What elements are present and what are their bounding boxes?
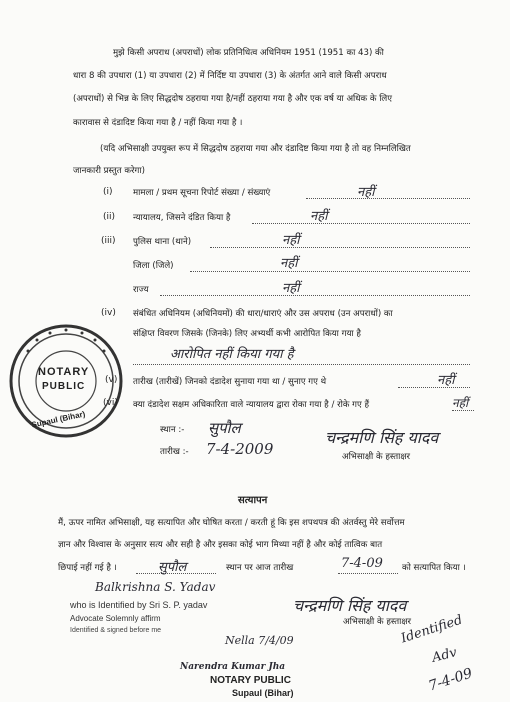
- seal-notary-word: NOTARY: [38, 366, 90, 378]
- answer-line: [160, 295, 470, 296]
- para1-line1: मुझे किसी अपराध (अपराधों) लोक प्रतिनिधित्व अधिनियम 1951 (1951 का 43) की: [113, 48, 384, 58]
- verification-signature: चन्द्रमणि सिंह यादव: [293, 596, 407, 615]
- para1-line2: धारा 8 की उपधारा (1) या उपधारा (2) में निर्दिष्ट या उपधारा (3) के अंतर्गत आने वाले किसी अपराध: [73, 71, 387, 81]
- item5-label: तारीख (तारीखें) जिनको दंडादेश सुनाया गया था / सुनाए गए थे: [133, 377, 327, 387]
- verification-deponent-label: अभिसाक्षी के हस्ताक्षर: [343, 617, 412, 627]
- notary-id-line2: who is Identified by Sri S. P. yadav: [70, 600, 208, 610]
- place-label: स्थान :-: [160, 425, 185, 435]
- handwritten-place: सुपौल: [158, 560, 187, 575]
- item-number: (vi): [103, 398, 118, 408]
- para2-line1: (यदि अभिसाक्षी उपयुक्त रूप में सिद्धदोष ठहराया गया और दंडादिष्ट किया गया है तो वह निम्नलिखित: [100, 144, 411, 154]
- verification-heading: सत्यापन: [238, 495, 268, 506]
- handwritten-answer: नहीं: [452, 396, 469, 410]
- identified-note: Identified: [399, 612, 465, 647]
- verification-line1: मैं, ऊपर नामित अभिसाक्षी, यह सत्यापित और घोषित करता / करती हूं कि इस शपथपत्र की अंतर्वस्तु मेरे सर्वोत्तम: [58, 518, 405, 528]
- deponent-signature: चन्द्रमणि सिंह यादव: [325, 428, 439, 447]
- handwritten-answer: आरोपित नहीं किया गया है: [170, 347, 294, 362]
- answer-line: [252, 223, 470, 224]
- handwritten-answer: नहीं: [282, 281, 300, 296]
- margin-date: 7-4-09: [426, 665, 475, 695]
- answer-line: [306, 198, 470, 199]
- answer-line: [210, 247, 470, 248]
- verification-line3-start: छिपाई नहीं गई है ।: [58, 563, 117, 573]
- handwritten-answer: नहीं: [310, 209, 328, 224]
- verification-line3-end: को सत्यापित किया ।: [402, 563, 466, 573]
- deponent-label: अभिसाक्षी के हस्ताक्षर: [342, 452, 411, 462]
- item4-line1: संबंधित अधिनियम (अधिनियमों) की धारा/धाराएं और उस अपराध (उन अपराधों) का: [133, 309, 393, 319]
- notary-name: Narendra Kumar Jha: [180, 662, 286, 672]
- item-label: जिला (जिले): [133, 261, 174, 271]
- verification-line3-middle: स्थान पर आज तारीख: [226, 563, 294, 573]
- item4-line2: संक्षिप्त विवरण जिसके (जिनके) लिए अभ्यर्थी कभी आरोपित किया गया है: [133, 329, 361, 339]
- seal-public-word: PUBLIC: [42, 381, 86, 392]
- notary-initials: Nella 7/4/09: [225, 634, 294, 647]
- item-label: मामला / प्रथम सूचना रिपोर्ट संख्या / संख्याएं: [133, 188, 271, 198]
- item-number: (iii): [101, 236, 116, 246]
- handwritten-date: 7-4-09: [341, 556, 383, 571]
- answer-line: [398, 387, 470, 388]
- verification-line2: ज्ञान और विश्वास के अनुसार सत्य और सही है और इसका कोई भाग मिथ्या नहीं है और कोई तात्विक बात: [58, 540, 383, 550]
- handwritten-answer: नहीं: [437, 373, 455, 388]
- notary-id-line3: Advocate Solemnly affirm: [70, 614, 161, 623]
- item-number: (v): [105, 375, 118, 385]
- answer-line: [190, 271, 470, 272]
- item-label: न्यायालय, जिसने दंडित किया है: [133, 213, 231, 223]
- handwritten-answer: नहीं: [280, 256, 298, 271]
- item6-label: क्या दंडादेश सक्षम अधिकारिता वाले न्यायालय द्वारा रोका गया है / रोके गए हैं: [133, 400, 370, 410]
- para1-line3: (अपराधों) से भिन्न के लिए सिद्धदोष ठहराया गया है/नहीं ठहराया गया है और एक वर्ष या अधिक के लिए: [73, 94, 393, 104]
- notary-id-line1: Balkrishna S. Yadav: [95, 580, 216, 594]
- answer-line: [133, 364, 470, 365]
- advocate-note: Adv: [430, 645, 459, 666]
- answer-line: [338, 573, 398, 574]
- item-label: पुलिस थाना (थाने): [133, 237, 192, 247]
- notary-title: NOTARY PUBLIC: [210, 675, 291, 686]
- item-number: (ii): [103, 212, 116, 222]
- notary-location: Supaul (Bihar): [232, 688, 294, 698]
- handwritten-place: सुपौल: [208, 419, 241, 437]
- handwritten-answer: नहीं: [282, 233, 300, 248]
- date-label: तारीख :-: [160, 447, 189, 457]
- seal-location: Supaul (Bihar): [30, 409, 87, 430]
- item-number: (iv): [101, 308, 116, 318]
- item-label: राज्य: [133, 285, 149, 295]
- para1-line4: कारावास से दंडादिष्ट किया गया है / नहीं किया गया है ।: [73, 118, 243, 128]
- notary-id-line4: Identified & signed before me: [70, 627, 162, 634]
- item-number: (i): [103, 187, 113, 197]
- handwritten-answer: नहीं: [357, 185, 375, 200]
- handwritten-date: 7-4-2009: [206, 440, 274, 458]
- para2-line2: जानकारी प्रस्तुत करेगा): [73, 166, 145, 176]
